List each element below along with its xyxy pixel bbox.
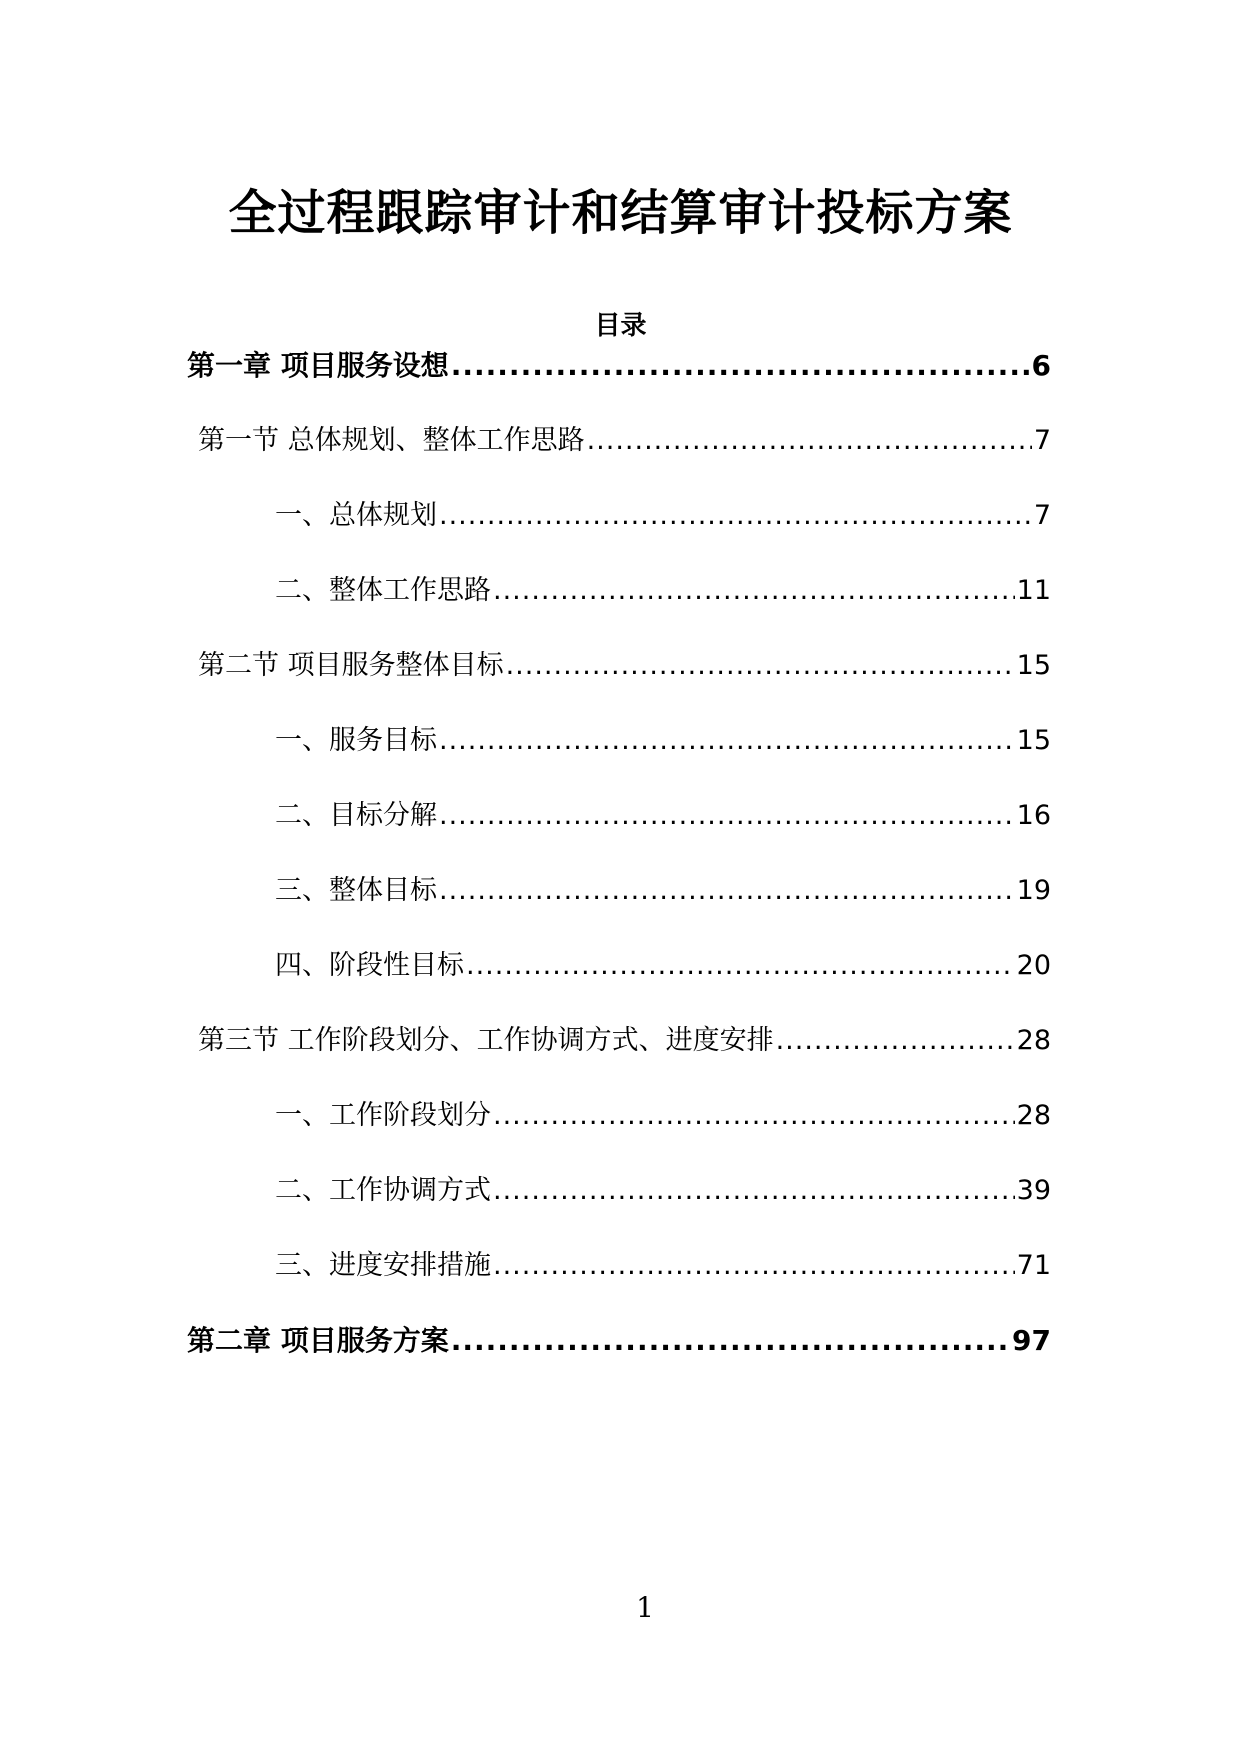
toc-entry-page: 7	[1033, 500, 1051, 531]
toc-entry-page: 28	[1016, 1025, 1051, 1056]
dot-leader	[451, 1319, 1010, 1363]
toc-entry-page: 20	[1016, 950, 1051, 981]
toc-entry-text: 二、工作协调方式	[275, 1175, 491, 1206]
dot-leader	[506, 644, 1015, 688]
toc-entry-text: 第一章 项目服务设想	[187, 349, 449, 382]
toc-entry-page: 15	[1016, 725, 1051, 756]
toc-entry-page: 15	[1016, 650, 1051, 681]
toc-entry-text: 一、总体规划	[275, 500, 437, 531]
dot-leader	[439, 794, 1015, 838]
toc-entry-page: 6	[1031, 349, 1051, 382]
toc-entry-subsection[interactable]	[275, 1169, 1051, 1213]
toc-entry-page: 16	[1016, 800, 1051, 831]
toc-entry-subsection[interactable]	[275, 1244, 1051, 1288]
toc-entry-page: 71	[1016, 1250, 1051, 1281]
toc-entry-subsection[interactable]	[275, 719, 1051, 763]
dot-leader	[493, 1169, 1015, 1213]
toc-entry-text: 第三节 工作阶段划分、工作协调方式、进度安排	[198, 1025, 774, 1056]
dot-leader	[493, 1244, 1015, 1288]
toc-entry-page: 7	[1033, 425, 1051, 456]
toc-entry-page: 28	[1016, 1100, 1051, 1131]
toc-entry-page: 97	[1012, 1324, 1051, 1357]
dot-leader	[439, 494, 1032, 538]
dot-leader	[493, 569, 1015, 613]
toc-entry-text: 第二节 项目服务整体目标	[198, 650, 504, 681]
dot-leader	[493, 1094, 1015, 1138]
toc-entry-text: 二、目标分解	[275, 800, 437, 831]
dot-leader	[451, 344, 1030, 388]
toc-heading: 目录	[594, 311, 647, 341]
page-number: 1	[636, 1591, 654, 1624]
toc-entry-text: 一、服务目标	[275, 725, 437, 756]
dot-leader	[587, 419, 1032, 463]
dot-leader	[466, 944, 1015, 988]
dot-leader	[439, 719, 1015, 763]
toc-entry-section-2[interactable]	[198, 644, 1051, 688]
dot-leader	[776, 1019, 1015, 1063]
toc-entry-text: 一、工作阶段划分	[275, 1100, 491, 1131]
toc-entry-chapter-1[interactable]	[187, 344, 1051, 388]
toc-entry-subsection[interactable]	[275, 869, 1051, 913]
toc-entry-page: 39	[1016, 1175, 1051, 1206]
toc-entry-page: 19	[1016, 875, 1051, 906]
toc-entry-subsection[interactable]	[275, 794, 1051, 838]
toc-entry-text: 三、进度安排措施	[275, 1250, 491, 1281]
toc-entry-chapter-2[interactable]	[187, 1319, 1051, 1363]
toc-entry-subsection[interactable]	[275, 1094, 1051, 1138]
toc-entry-text: 第二章 项目服务方案	[187, 1324, 449, 1357]
dot-leader	[439, 869, 1015, 913]
document-title: 全过程跟踪审计和结算审计投标方案	[228, 185, 1013, 241]
toc-entry-text: 三、整体目标	[275, 875, 437, 906]
toc-entry-section-1[interactable]	[198, 419, 1051, 463]
toc-entry-subsection[interactable]	[275, 944, 1051, 988]
toc-entry-text: 四、阶段性目标	[275, 950, 464, 981]
toc-entry-subsection[interactable]	[275, 569, 1051, 613]
toc-entry-subsection[interactable]	[275, 494, 1051, 538]
toc-entry-page: 11	[1016, 575, 1051, 606]
toc-entry-text: 二、整体工作思路	[275, 575, 491, 606]
toc-entry-text: 第一节 总体规划、整体工作思路	[198, 425, 585, 456]
toc-entry-section-3[interactable]	[198, 1019, 1051, 1063]
